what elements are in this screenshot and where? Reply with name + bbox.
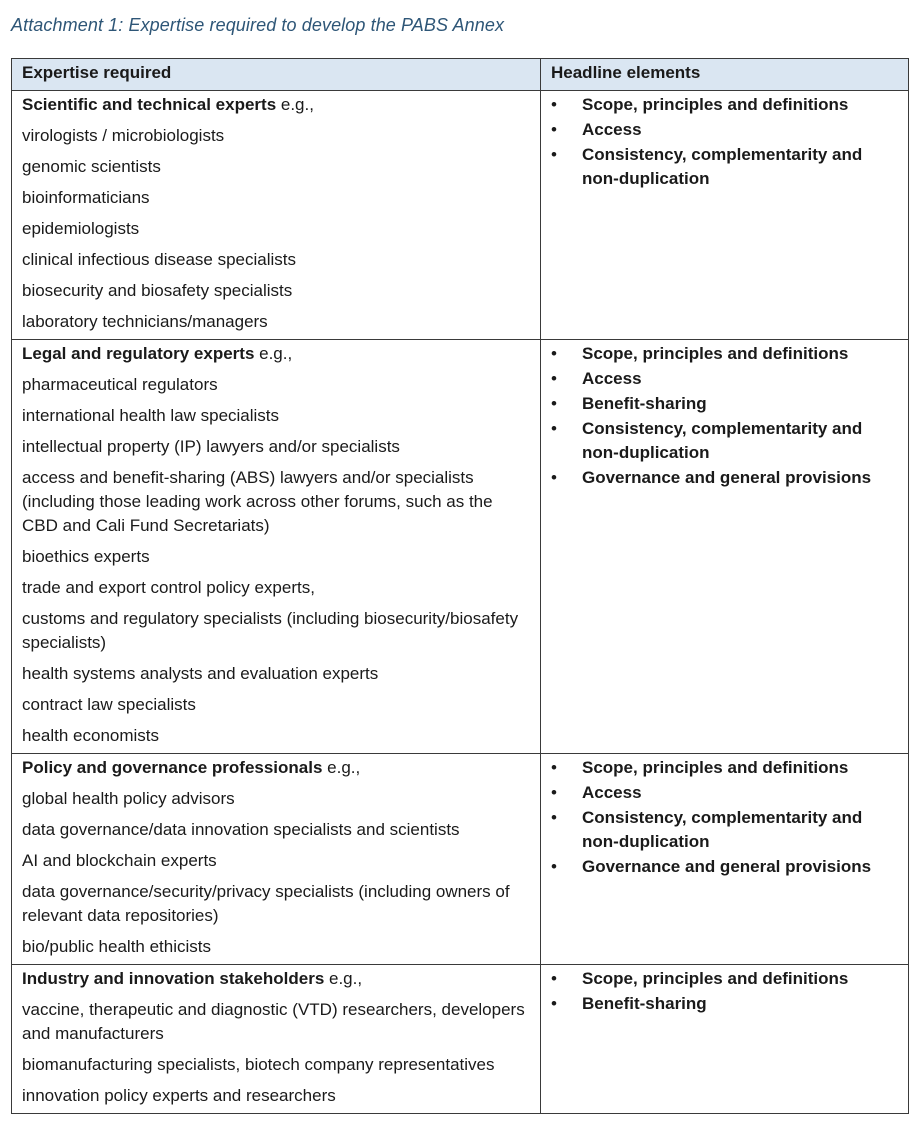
expertise-item: health economists	[22, 726, 160, 745]
bullet-icon: •	[551, 857, 557, 876]
headline-element-item	[551, 466, 898, 490]
headline-element-label: Scope, principles and definitions	[582, 95, 849, 114]
expertise-table	[11, 58, 909, 1114]
bullet-icon: •	[551, 120, 557, 139]
expertise-item: customs and regulatory specialists (including biosecurity/biosafety specialists)	[22, 609, 519, 652]
headline-element-label: Benefit-sharing	[582, 994, 707, 1013]
headline-element-item	[551, 367, 898, 391]
headline-element-label: Access	[582, 783, 642, 802]
expertise-item: vaccine, therapeutic and diagnostic (VTD) researchers, developers and manufacturers	[22, 1000, 525, 1043]
headline-elements-list	[551, 342, 898, 490]
headline-element-item	[551, 806, 898, 854]
headline-elements-cell	[541, 91, 909, 340]
headline-elements-cell	[541, 965, 909, 1114]
headline-element-label: Scope, principles and definitions	[582, 344, 849, 363]
headline-element-item	[551, 992, 898, 1016]
expertise-cell	[12, 91, 541, 340]
table-row	[12, 91, 909, 340]
headline-element-item	[551, 781, 898, 805]
bullet-icon: •	[551, 369, 557, 388]
expertise-item: trade and export control policy experts,	[22, 578, 315, 597]
headline-element-label: Governance and general provisions	[582, 468, 872, 487]
expertise-item: bioethics experts	[22, 547, 150, 566]
headline-element-item	[551, 756, 898, 780]
expertise-item: international health law specialists	[22, 406, 280, 425]
expertise-item: bio/public health ethicists	[22, 937, 212, 956]
headline-element-item	[551, 392, 898, 416]
table-row	[12, 340, 909, 754]
bullet-icon: •	[551, 419, 557, 438]
bullet-icon: •	[551, 969, 557, 988]
header-headline-elements: Headline elements	[541, 59, 909, 91]
bullet-icon: •	[551, 808, 557, 827]
headline-elements-cell	[541, 754, 909, 965]
expertise-category-title: Legal and regulatory experts	[22, 344, 255, 363]
bullet-icon: •	[551, 758, 557, 777]
expertise-item: pharmaceutical regulators	[22, 375, 218, 394]
expertise-item: intellectual property (IP) lawyers and/or specialists	[22, 437, 400, 456]
expertise-item: biosecurity and biosafety specialists	[22, 281, 293, 300]
expertise-item: contract law specialists	[22, 695, 196, 714]
expertise-category-title: Policy and governance professionals	[22, 758, 323, 777]
headline-elements-list	[551, 93, 898, 191]
expertise-category	[22, 756, 530, 780]
expertise-item: innovation policy experts and researchers	[22, 1086, 336, 1105]
expertise-category-title: Scientific and technical experts	[22, 95, 277, 114]
headline-element-item	[551, 118, 898, 142]
bullet-icon: •	[551, 344, 557, 363]
expertise-item: access and benefit-sharing (ABS) lawyers and/or specialists (including those leading work across other forums, such as the CBD and Cali Fund Secretariats)	[22, 468, 493, 535]
headline-element-item	[551, 967, 898, 991]
table-row	[12, 754, 909, 965]
bullet-icon: •	[551, 95, 557, 114]
attachment-caption: Attachment 1: Expertise required to develop the PABS Annex	[11, 15, 505, 35]
expertise-item: bioinformaticians	[22, 188, 150, 207]
headline-element-label: Consistency, complementarity and non-duplication	[582, 808, 863, 851]
headline-element-item	[551, 417, 898, 465]
table-row	[12, 965, 909, 1114]
headline-element-label: Scope, principles and definitions	[582, 758, 849, 777]
expertise-item: clinical infectious disease specialists	[22, 250, 297, 269]
expertise-item: virologists / microbiologists	[22, 126, 225, 145]
headline-element-label: Benefit-sharing	[582, 394, 707, 413]
bullet-icon: •	[551, 145, 557, 164]
headline-element-item	[551, 93, 898, 117]
expertise-item: global health policy advisors	[22, 789, 235, 808]
headline-element-item	[551, 143, 898, 191]
table-body	[12, 91, 909, 1114]
headline-element-label: Access	[582, 369, 642, 388]
table-header-row	[12, 59, 909, 91]
expertise-item: data governance/data innovation specialists and scientists	[22, 820, 460, 839]
expertise-item: biomanufacturing specialists, biotech company representatives	[22, 1055, 495, 1074]
expertise-category	[22, 967, 530, 991]
headline-elements-list	[551, 967, 898, 1016]
headline-element-label: Governance and general provisions	[582, 857, 872, 876]
expertise-item: genomic scientists	[22, 157, 161, 176]
expertise-item: health systems analysts and evaluation experts	[22, 664, 379, 683]
expertise-cell	[12, 340, 541, 754]
expertise-cell	[12, 965, 541, 1114]
bullet-icon: •	[551, 468, 557, 487]
expertise-item: laboratory technicians/managers	[22, 312, 268, 331]
expertise-category-suffix: e.g.,	[276, 95, 314, 114]
expertise-category	[22, 342, 530, 366]
expertise-category-suffix: e.g.,	[254, 344, 293, 363]
expertise-item: epidemiologists	[22, 219, 140, 238]
expertise-item: data governance/security/privacy specialists (including owners of relevant data repositories)	[22, 882, 510, 925]
expertise-category-title: Industry and innovation stakeholders	[22, 969, 325, 988]
header-expertise-required: Expertise required	[12, 59, 541, 91]
headline-element-item	[551, 342, 898, 366]
expertise-item: AI and blockchain experts	[22, 851, 217, 870]
expertise-cell	[12, 754, 541, 965]
expertise-category	[22, 93, 530, 117]
bullet-icon: •	[551, 783, 557, 802]
headline-element-label: Scope, principles and definitions	[582, 969, 849, 988]
headline-element-label: Consistency, complementarity and non-duplication	[582, 419, 863, 462]
headline-element-label: Consistency, complementarity and non-duplication	[582, 145, 863, 188]
expertise-category-suffix: e.g.,	[324, 969, 363, 988]
headline-element-label: Access	[582, 120, 642, 139]
bullet-icon: •	[551, 994, 557, 1013]
expertise-category-suffix: e.g.,	[322, 758, 361, 777]
headline-element-item	[551, 855, 898, 879]
headline-elements-cell	[541, 340, 909, 754]
bullet-icon: •	[551, 394, 557, 413]
headline-elements-list	[551, 756, 898, 879]
